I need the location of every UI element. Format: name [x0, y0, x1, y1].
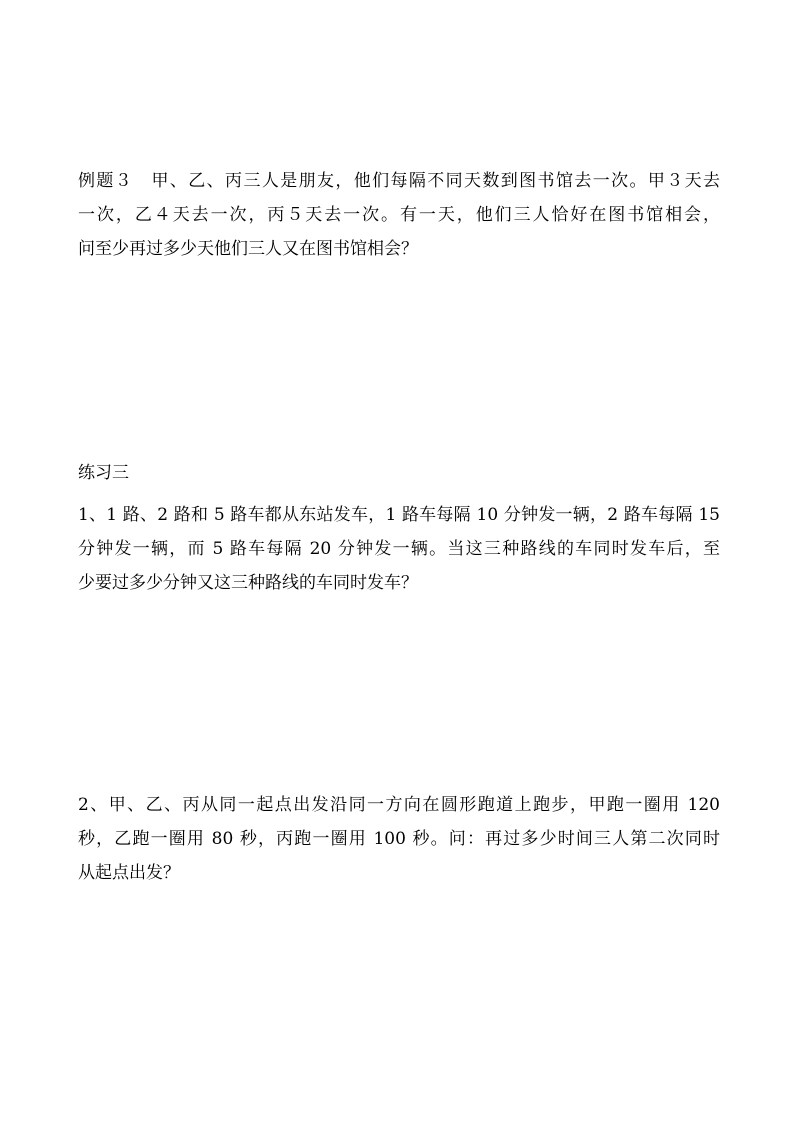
question-line: 从起点出发？ [78, 863, 180, 883]
example-line: 问至少再过多少天他们三人又在图书馆相会？ [78, 239, 418, 259]
question-line: 少要过多少分钟又这三种路线的车同时发车？ [78, 573, 418, 593]
question-line: 秒，乙跑一圈用 80 秒，丙跑一圈用 100 秒。问：再过多少时间三人第二次同时 [78, 829, 720, 849]
question-line: 分钟发一辆，而 5 路车每隔 20 分钟发一辆。当这三种路线的车同时发车后，至 [78, 539, 720, 559]
example-3-problem [78, 164, 720, 266]
practice-question-1 [78, 498, 720, 600]
practice-question-2 [78, 788, 720, 890]
question-line: 1、1 路、2 路和 5 路车都从东站发车，1 路车每隔 10 分钟发一辆，2 路车每隔 15 [78, 505, 720, 525]
example-line: 一次，乙４天去一次，丙５天去一次。有一天，他们三人恰好在图书馆相会， [78, 205, 720, 225]
practice-heading-text: 练习三 [78, 463, 129, 483]
question-line: 2、甲、乙、丙从同一起点出发沿同一方向在圆形跑道上跑步，甲跑一圈用 120 [78, 795, 720, 815]
practice-heading [78, 456, 720, 490]
example-line: 例题３ 甲、乙、丙三人是朋友，他们每隔不同天数到图书馆去一次。甲３天去 [78, 171, 720, 191]
